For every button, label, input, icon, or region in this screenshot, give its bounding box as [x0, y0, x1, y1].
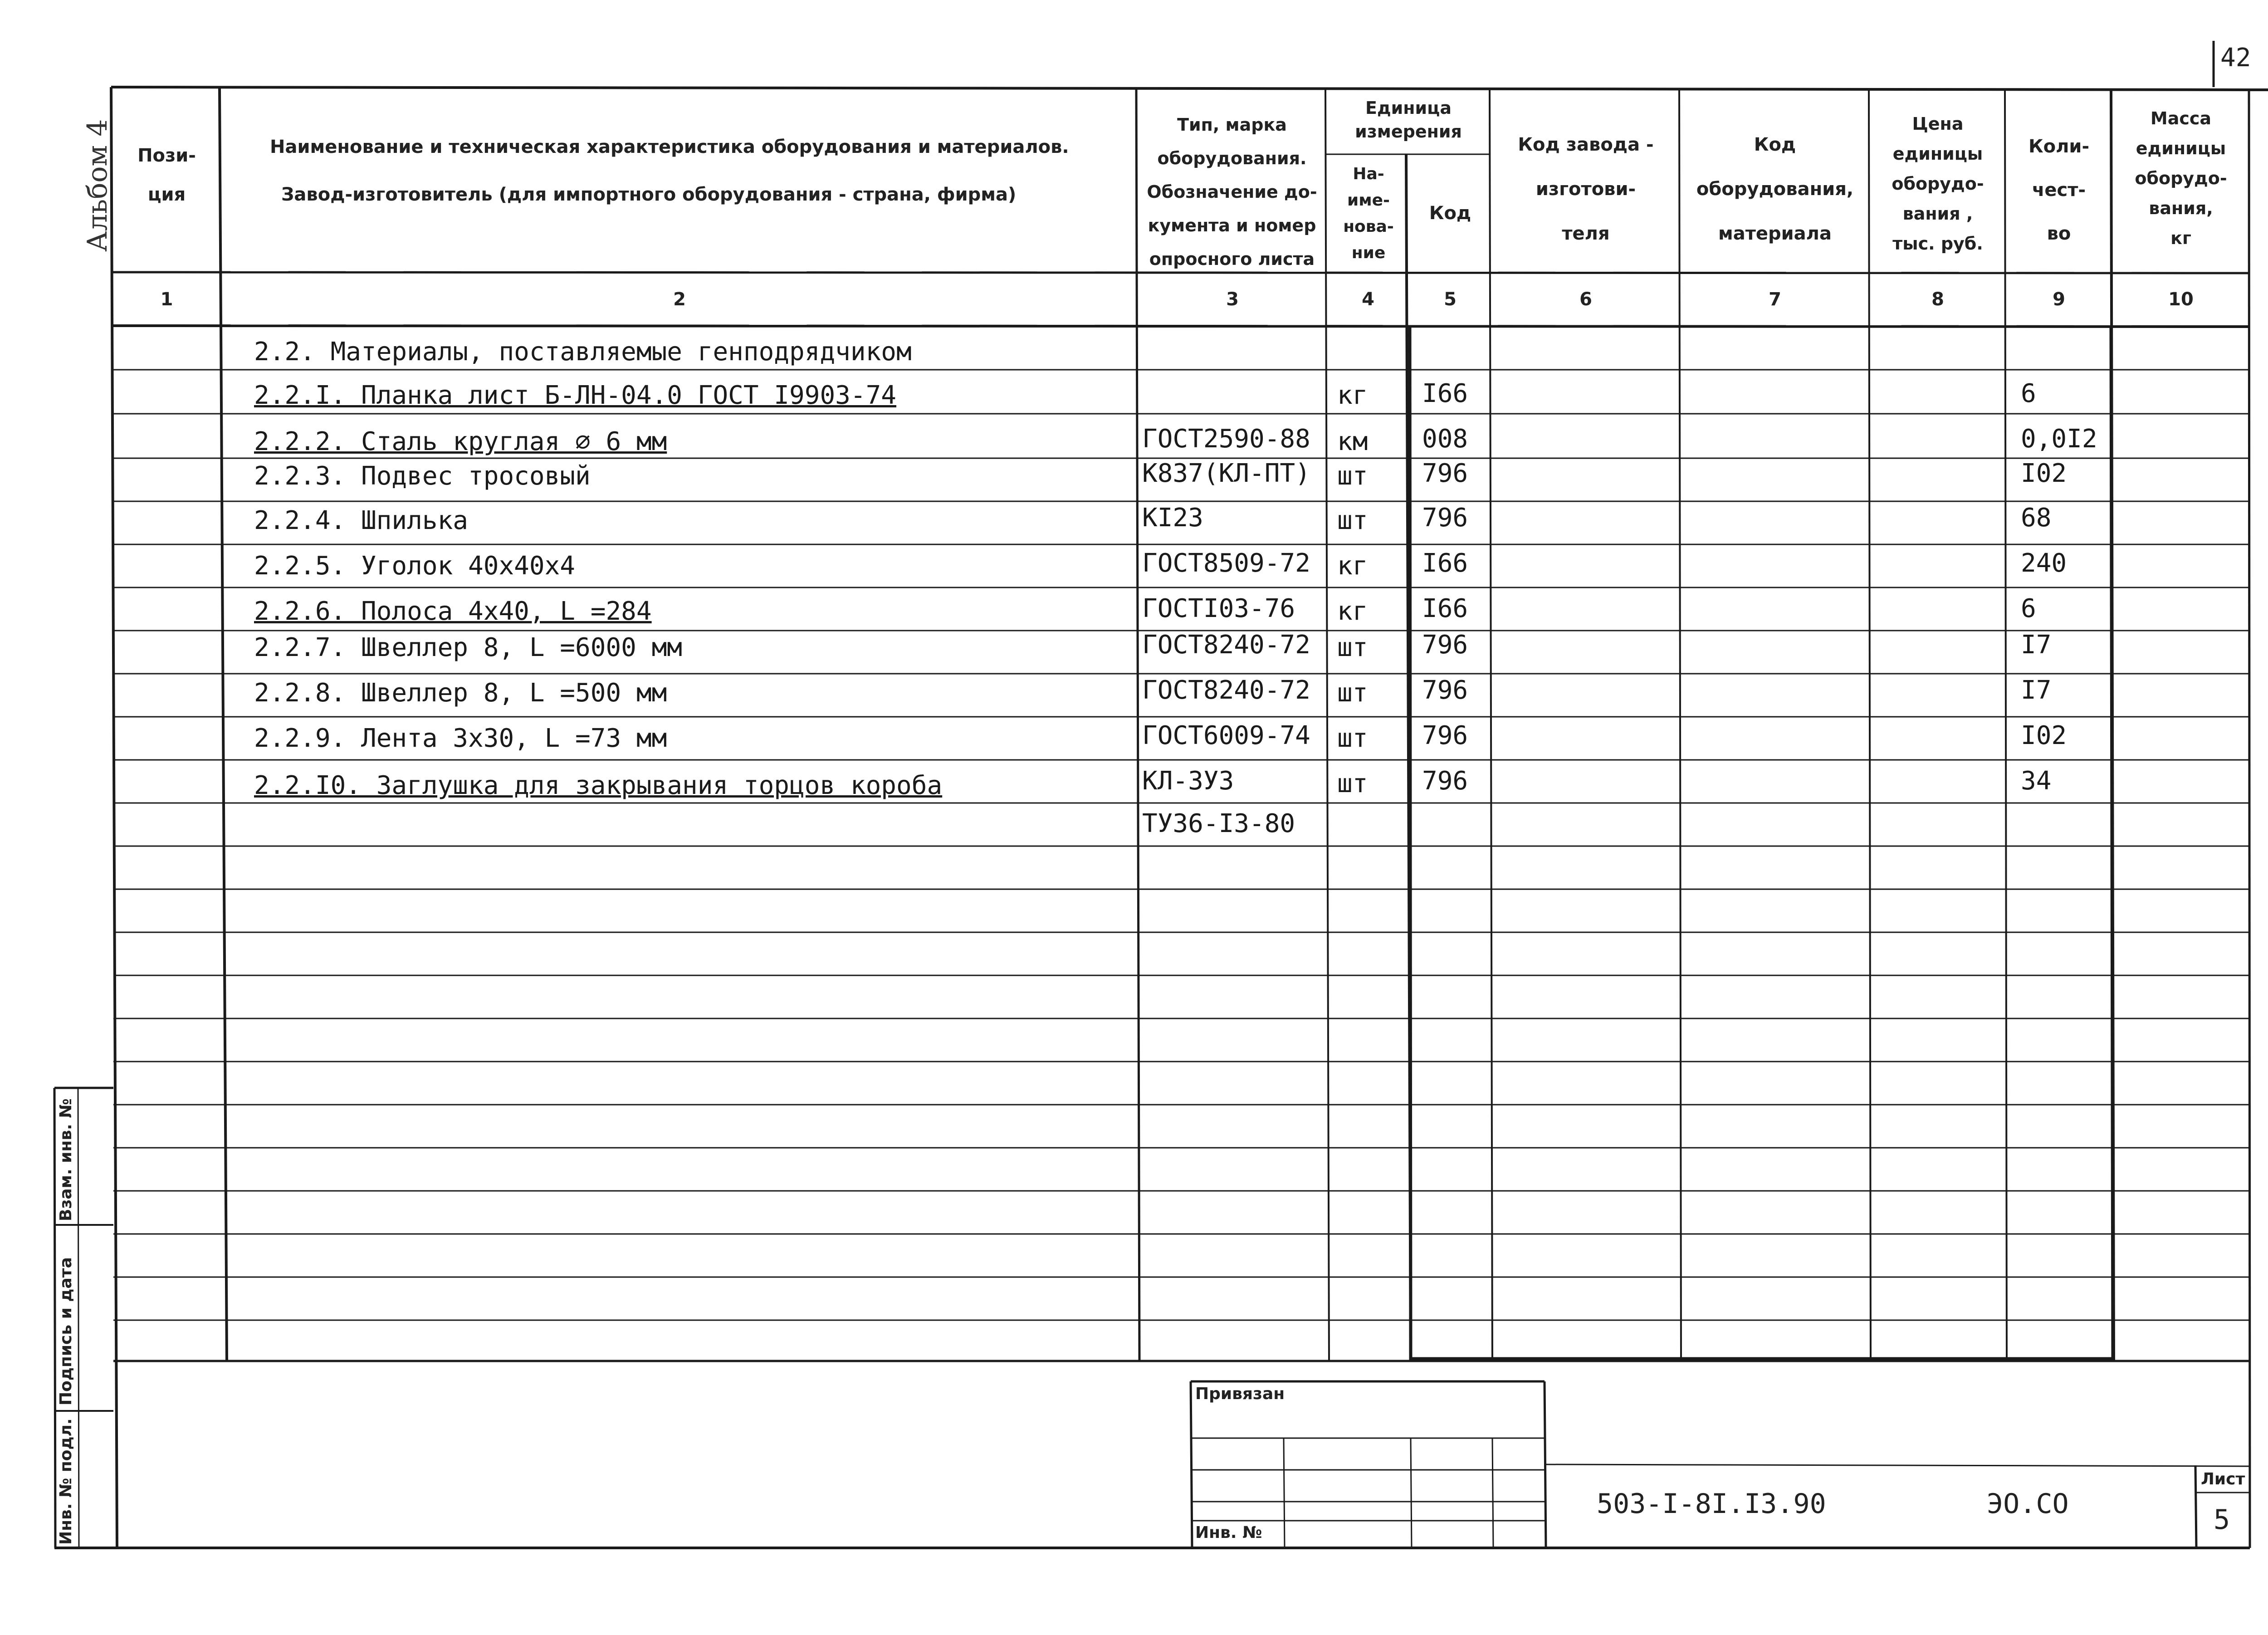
document-code: 503-I-8I.I3.90	[1597, 1488, 1826, 1520]
row-unit: шт	[1337, 633, 1368, 662]
row-type: ГОСТ8240-72	[1142, 630, 1310, 660]
column-number: 9	[2053, 289, 2065, 310]
header-name-line1: Наименование и техническая характеристика оборудования и материалов.	[270, 137, 1069, 157]
header-type: Тип, марка оборудования. Обозначение до- кумента и номер опросного листа	[1147, 115, 1317, 269]
row-quantity: 34	[2021, 766, 2052, 796]
row-unit: кг	[1337, 597, 1368, 626]
row-unit: шт	[1337, 724, 1368, 753]
album-label: Альбом 4	[82, 119, 113, 252]
row-quantity: I02	[2021, 459, 2067, 488]
row-name: 2.2.2. Сталь круглая ∅ 6 мм	[254, 427, 667, 456]
row-name: 2.2.9. Лента 3x30, L =73 мм	[254, 724, 667, 753]
row-unit: кг	[1337, 381, 1368, 410]
title-block-linked: Привязан	[1195, 1385, 1285, 1403]
row-type: ГОСТ8240-72	[1142, 676, 1310, 705]
column-number: 7	[1769, 289, 1781, 310]
row-unit: шт	[1337, 461, 1368, 491]
header-unit: Единица измерения	[1355, 98, 1462, 142]
column-number: 4	[1362, 289, 1374, 310]
column-number: 2	[673, 289, 686, 310]
row-unit-code: 796	[1422, 503, 1468, 533]
header-name-line2: Завод-изготовитель (для импортного оборудования - страна, фирма)	[281, 184, 1017, 205]
column-number: 1	[160, 289, 173, 310]
row-unit: шт	[1337, 678, 1368, 708]
column-number: 5	[1444, 289, 1457, 310]
header-factory-code: Код завода - изготови- теля	[1518, 134, 1654, 244]
row-name: 2.2. Материалы, поставляемые генподрядчиком	[254, 337, 912, 367]
row-name: 2.2.5. Уголок 40x40x4	[254, 551, 576, 581]
title-block-inventory: Инв. №	[1195, 1523, 1262, 1542]
row-unit-code: 008	[1422, 424, 1468, 454]
page-number: 42	[2220, 43, 2251, 73]
row-quantity: 0,0I2	[2021, 424, 2097, 454]
sheet-label: Лист	[2201, 1470, 2245, 1488]
row-unit: кг	[1337, 551, 1368, 581]
row-unit-code: 796	[1422, 676, 1468, 705]
header-unit-name: На- име- нова- ние	[1343, 165, 1394, 262]
row-name: 2.2.8. Швеллер 8, L =500 мм	[254, 678, 667, 708]
row-name: 2.2.I. Планка лист Б-ЛН-04.0 ГОСТ I9903-74	[254, 381, 897, 410]
row-unit: шт	[1337, 506, 1368, 535]
row-name: 2.2.I0. Заглушка для закрывания торцов короба	[254, 771, 943, 800]
row-type: ТУ36-I3-80	[1142, 809, 1295, 838]
row-type: ГОСТI03-76	[1142, 594, 1295, 623]
header-equipment-code: Код оборудования, материала	[1696, 134, 1854, 244]
row-unit-code: 796	[1422, 766, 1468, 796]
row-quantity: 68	[2021, 503, 2052, 533]
column-number: 8	[1931, 289, 1944, 310]
row-quantity: 6	[2021, 379, 2036, 408]
column-number: 10	[2168, 289, 2194, 310]
header-quantity: Коли- чест- во	[2028, 136, 2090, 244]
sheet-code: ЭО.СО	[1987, 1488, 2069, 1520]
stamp-signature-date: Подпись и дата	[57, 1257, 75, 1405]
row-unit-code: 796	[1422, 459, 1468, 488]
row-name: 2.2.7. Швеллер 8, L =6000 мм	[254, 633, 683, 662]
row-unit: км	[1337, 427, 1368, 456]
row-unit-code: 796	[1422, 630, 1468, 660]
row-type: К837(КЛ-ПТ)	[1142, 459, 1310, 488]
row-unit: шт	[1337, 769, 1368, 798]
header-mass: Масса единицы оборудо- вания, кг	[2135, 108, 2227, 248]
row-name: 2.2.3. Подвес тросовый	[254, 461, 591, 491]
sheet-number: 5	[2214, 1504, 2230, 1536]
row-name: 2.2.4. Шпилька	[254, 506, 469, 535]
stamp-original-inventory: Инв. № подл.	[57, 1418, 75, 1545]
row-quantity: I7	[2021, 630, 2052, 660]
header-unit-code: Код	[1429, 203, 1471, 224]
row-type: ГОСТ6009-74	[1142, 721, 1310, 750]
row-name: 2.2.6. Полоса 4x40, L =284	[254, 597, 652, 626]
row-quantity: I7	[2021, 676, 2052, 705]
header-price: Цена единицы оборудо- вания , тыс. руб.	[1892, 114, 1984, 254]
row-unit-code: 796	[1422, 721, 1468, 750]
column-number: 3	[1226, 289, 1239, 310]
row-type: ГОСТ8509-72	[1142, 548, 1310, 578]
header-position: Пози- ция	[137, 145, 196, 205]
row-unit-code: I66	[1422, 548, 1468, 578]
row-type: КI23	[1142, 503, 1203, 533]
row-quantity: 6	[2021, 594, 2036, 623]
column-number: 6	[1579, 289, 1592, 310]
row-type: ГОСТ2590-88	[1142, 424, 1310, 454]
row-quantity: I02	[2021, 721, 2067, 750]
row-unit-code: I66	[1422, 379, 1468, 408]
row-unit-code: I66	[1422, 594, 1468, 623]
row-type: КЛ-ЗУЗ	[1142, 766, 1234, 796]
stamp-replacement-inventory: Взам. инв. №	[57, 1098, 75, 1221]
row-quantity: 240	[2021, 548, 2067, 578]
